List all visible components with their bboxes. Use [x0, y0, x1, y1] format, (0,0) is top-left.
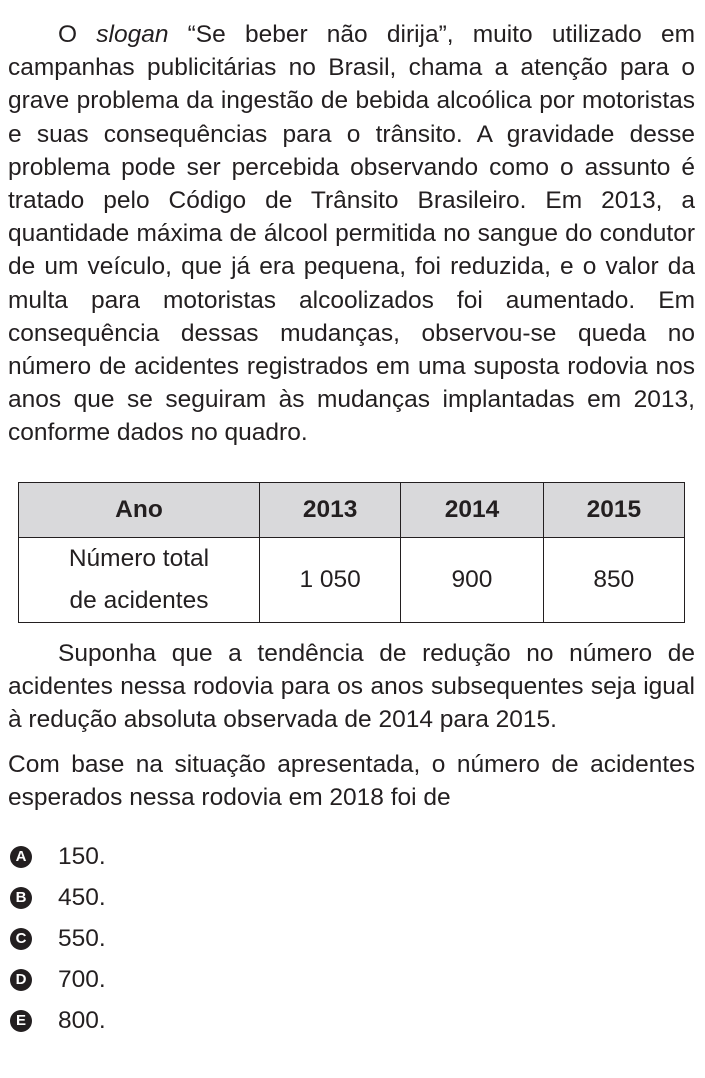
- option-d-text: 700.: [58, 966, 106, 994]
- header-2014: 2014: [401, 482, 543, 537]
- option-b-text: 450.: [58, 884, 106, 912]
- option-e[interactable]: [10, 1001, 695, 1042]
- header-year: Ano: [19, 482, 260, 537]
- option-a-letter-badge: A: [10, 846, 32, 868]
- intro-prefix: O: [58, 21, 97, 48]
- answer-options: [8, 837, 695, 1042]
- table-row: [19, 537, 685, 622]
- option-d[interactable]: [10, 960, 695, 1001]
- option-a[interactable]: [10, 837, 695, 878]
- option-b[interactable]: [10, 878, 695, 919]
- option-c-letter-badge: C: [10, 928, 32, 950]
- header-2013: 2013: [259, 482, 400, 537]
- header-2015: 2015: [543, 482, 684, 537]
- option-c[interactable]: [10, 919, 695, 960]
- question-paragraph: Com base na situação apresentada, o número de acidentes esperados nessa rodovia em 2018 foi de: [8, 751, 695, 812]
- row-label-line1: Número total: [68, 544, 210, 572]
- option-a-text: 150.: [58, 843, 106, 871]
- slogan-word: slogan: [96, 21, 169, 48]
- option-b-letter-badge: B: [10, 887, 32, 909]
- value-2015: 850: [543, 537, 684, 622]
- intro-text: “Se beber não dirija”, muito utilizado em campanhas publicitárias no Brasil, chama a atenção para o grave problema da ingestão de bebida alcoólica por motoristas e suas consequências para o trânsito. A gravidade desse problema pode ser percebida observando como o assunto é tratado pelo Código de Trânsito Brasileiro. Em 2013, a quantidade máxima de álcool permitida no sangue do condutor de um veículo, que já era pequena, foi reduzida, e o valor da multa para motoristas alcoolizados foi aumentado. Em consequência dessas mudanças, observou-se queda no número de acidentes registrados em uma suposta rodovia nos anos que se seguiram às mudanças implantadas em 2013, conforme dados no quadro.: [8, 21, 695, 447]
- value-2014: 900: [401, 537, 543, 622]
- value-2013: 1 050: [259, 537, 400, 622]
- option-d-letter-badge: D: [10, 969, 32, 991]
- option-e-letter-badge: E: [10, 1010, 32, 1032]
- assumption-paragraph: Suponha que a tendência de redução no número de acidentes nessa rodovia para os anos subsequentes seja igual à redução absoluta observada de 2014 para 2015.: [8, 639, 695, 734]
- row-label: [19, 537, 260, 622]
- table-header-row: [19, 482, 685, 537]
- intro-paragraph: [8, 18, 695, 450]
- accidents-table: [18, 482, 685, 623]
- option-c-text: 550.: [58, 925, 106, 953]
- row-label-line2: de acidentes: [69, 586, 209, 614]
- option-e-text: 800.: [58, 1007, 106, 1035]
